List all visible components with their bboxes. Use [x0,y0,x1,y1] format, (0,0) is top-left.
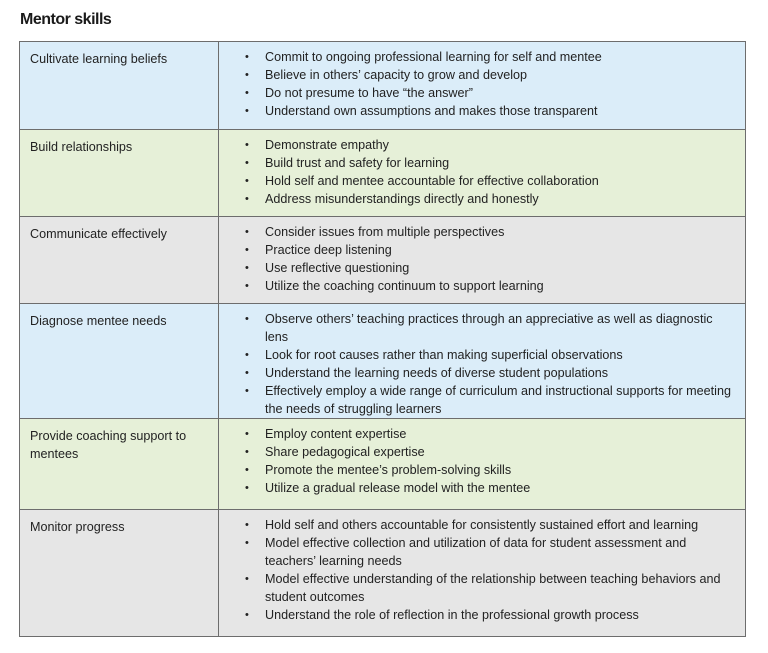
mentor-skills-table [19,41,746,637]
skill-category: Cultivate learning beliefs [20,42,219,130]
list-item: • Consider issues from multiple perspectives [245,223,737,241]
list-item: • Utilize a gradual release model with the mentee [245,479,737,497]
skill-items-cell [219,510,746,637]
skill-category: Monitor progress [20,510,219,637]
list-item: • Promote the mentee’s problem-solving skills [245,461,737,479]
table-row [20,304,746,419]
list-item: • Use reflective questioning [245,259,737,277]
skill-items-cell [219,304,746,419]
table-row [20,217,746,304]
table-row [20,419,746,510]
list-item: • Build trust and safety for learning [245,154,737,172]
list-item: • Observe others’ teaching practices through an appreciative as well as diagnostic lens [245,310,737,346]
list-item: • Effectively employ a wide range of curriculum and instructional supports for meeting the needs of struggling learners [245,382,737,418]
table-row [20,42,746,130]
list-item: • Hold self and mentee accountable for effective collaboration [245,172,737,190]
list-item: • Commit to ongoing professional learning for self and mentee [245,48,737,66]
page-title: Mentor skills [20,11,112,28]
skill-list [245,136,737,208]
skill-category: Communicate effectively [20,217,219,304]
list-item: • Understand own assumptions and makes those transparent [245,102,737,120]
skill-category: Diagnose mentee needs [20,304,219,419]
table-row [20,510,746,637]
skill-list [245,425,737,497]
list-item: • Hold self and others accountable for consistently sustained effort and learning [245,516,737,534]
list-item: • Share pedagogical expertise [245,443,737,461]
skill-items-cell [219,130,746,217]
skill-items-cell [219,42,746,130]
list-item: • Look for root causes rather than making superficial observations [245,346,737,364]
list-item: • Understand the learning needs of diverse student populations [245,364,737,382]
skill-category: Build relationships [20,130,219,217]
list-item: • Demonstrate empathy [245,136,737,154]
skill-items-cell [219,217,746,304]
list-item: • Utilize the coaching continuum to support learning [245,277,737,295]
list-item: • Believe in others’ capacity to grow and develop [245,66,737,84]
table-body [20,42,746,637]
list-item: • Model effective understanding of the relationship between teaching behaviors and student outcomes [245,570,737,606]
skill-category: Provide coaching support to mentees [20,419,219,510]
list-item: • Understand the role of reflection in the professional growth process [245,606,737,624]
skill-list [245,516,737,624]
skill-list [245,310,737,418]
skill-list [245,223,737,295]
table-row [20,130,746,217]
list-item: • Address misunderstandings directly and honestly [245,190,737,208]
list-item: • Model effective collection and utilization of data for student assessment and teachers’ learning needs [245,534,737,570]
skill-list [245,48,737,120]
list-item: • Do not presume to have “the answer” [245,84,737,102]
list-item: • Employ content expertise [245,425,737,443]
skill-items-cell [219,419,746,510]
list-item: • Practice deep listening [245,241,737,259]
